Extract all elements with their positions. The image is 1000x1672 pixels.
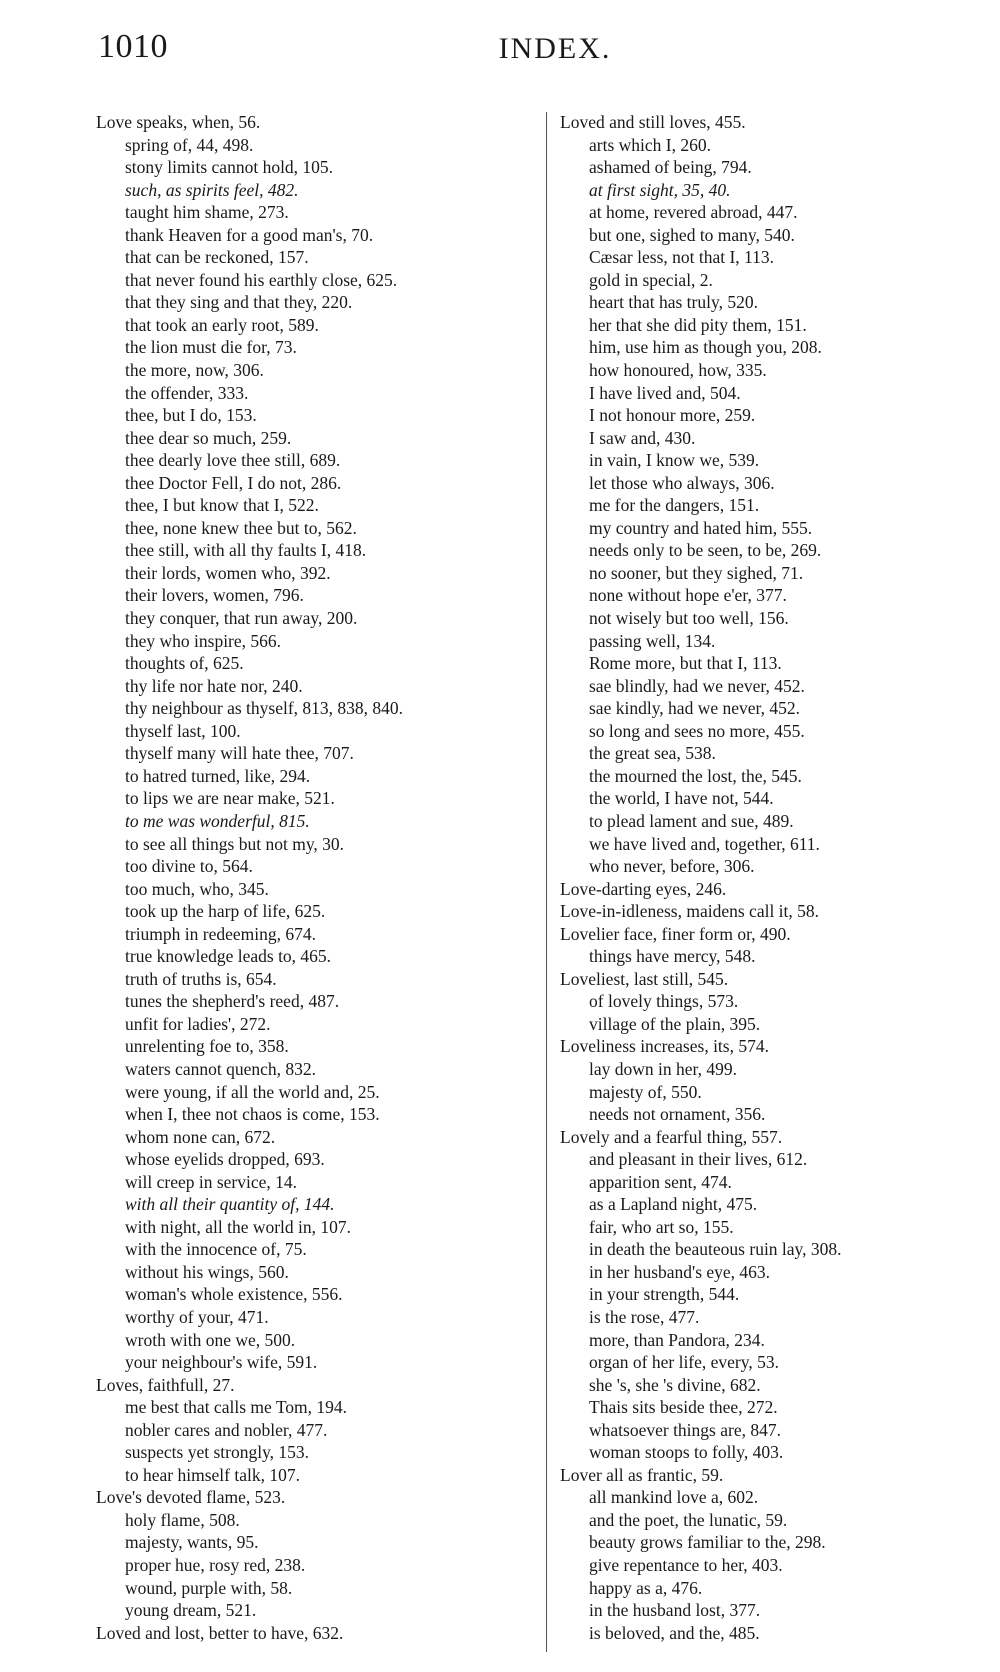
index-subentry: as a Lapland night, 475. [589,1194,758,1215]
index-subentry: in death the beauteous ruin lay, 308. [589,1239,842,1260]
index-subentry: unrelenting foe to, 358. [125,1036,289,1057]
index-entry: Love speaks, when, 56. [96,112,261,132]
index-subentry: all mankind love a, 602. [589,1487,759,1508]
index-column-right [560,111,990,1644]
index-subentry: I saw and, 430. [589,427,696,448]
index-subentry: let those who always, 306. [589,472,775,493]
index-subentry: is the rose, 477. [589,1306,700,1327]
index-subentry: fair, who art so, 155. [589,1216,734,1237]
index-subentry: in vain, I know we, 539. [589,450,760,471]
index-subentry: to me was wonderful, 815. [125,810,310,831]
index-subentry: truth of truths is, 654. [125,968,277,989]
index-subentry: whom none can, 672. [125,1126,276,1147]
index-subentry: of lovely things, 573. [589,991,739,1012]
index-subentry: beauty grows familiar to the, 298. [589,1532,826,1553]
index-subentry: her that she did pity them, 151. [589,314,807,335]
index-subentry: thy life nor hate nor, 240. [125,675,303,696]
index-subentry: with night, all the world in, 107. [125,1216,352,1237]
index-subentry: who never, before, 306. [589,856,755,877]
index-subentry: to hear himself talk, 107. [125,1464,300,1485]
index-subentry: spring of, 44, 498. [125,134,254,155]
index-column-left [96,111,546,1644]
index-subentry: ashamed of being, 794. [589,157,752,178]
index-subentry: their lovers, women, 796. [125,585,304,606]
index-subentry: and pleasant in their lives, 612. [589,1149,808,1170]
index-subentry: the lion must die for, 73. [125,337,297,358]
index-subentry: him, use him as though you, 208. [589,337,822,358]
index-subentry: me best that calls me Tom, 194. [125,1397,348,1418]
index-subentry: Rome more, but that I, 113. [589,653,782,674]
index-subentry: nobler cares and nobler, 477. [125,1419,328,1440]
index-subentry: true knowledge leads to, 465. [125,946,332,967]
index-subentry: taught him shame, 273. [125,202,289,223]
index-subentry: so long and sees no more, 455. [589,720,805,741]
index-subentry: lay down in her, 499. [589,1058,738,1079]
index-subentry: at home, revered abroad, 447. [589,202,798,223]
index-subentry: when I, thee not chaos is come, 153. [125,1104,380,1125]
index-entry: Lover all as frantic, 59. [560,1464,724,1485]
index-subentry: young dream, 521. [125,1600,257,1621]
index-entry: Lovely and a fearful thing, 557. [560,1126,783,1147]
index-subentry: suspects yet strongly, 153. [125,1442,310,1463]
index-subentry: thee still, with all thy faults I, 418. [125,540,367,561]
index-subentry: the more, now, 306. [125,360,264,381]
index-subentry: majesty of, 550. [589,1081,702,1102]
index-entry: Love's devoted flame, 523. [96,1487,286,1508]
index-subentry: the great sea, 538. [589,743,716,764]
index-subentry: and the poet, the lunatic, 59. [589,1509,788,1530]
index-entry: Loves, faithfull, 27. [96,1374,235,1395]
index-subentry: thee Doctor Fell, I do not, 286. [125,472,342,493]
index-subentry: they conquer, that run away, 200. [125,608,358,629]
index-subentry: will creep in service, 14. [125,1171,298,1192]
index-subentry: at first sight, 35, 40. [589,179,731,200]
index-subentry: such, as spirits feel, 482. [125,179,299,200]
index-entry: Love-in-idleness, maidens call it, 58. [560,901,820,922]
index-subentry: with all their quantity of, 144. [125,1194,335,1215]
index-subentry: thee dearly love thee still, 689. [125,450,341,471]
index-entry: Loved and lost, better to have, 632. [96,1622,344,1643]
index-entry: Loved and still loves, 455. [560,112,746,132]
index-subentry: unfit for ladies', 272. [125,1013,271,1034]
index-subentry: waters cannot quench, 832. [125,1058,316,1079]
index-subentry: thee, I but know that I, 522. [125,495,319,516]
index-subentry: how honoured, how, 335. [589,360,767,381]
index-subentry: gold in special, 2. [589,269,713,290]
index-subentry: that they sing and that they, 220. [125,292,353,313]
index-subentry: whose eyelids dropped, 693. [125,1149,325,1170]
index-subentry: that can be reckoned, 157. [125,247,309,268]
index-entry: Loveliest, last still, 545. [560,968,729,989]
index-subentry: sae kindly, had we never, 452. [589,698,801,719]
index-subentry: to lips we are near make, 521. [125,788,335,809]
index-subentry: too divine to, 564. [125,856,253,877]
page-title: INDEX. [498,32,612,65]
index-subentry: that never found his earthly close, 625. [125,269,398,290]
index-subentry: in her husband's eye, 463. [589,1261,771,1282]
index-subentry: we have lived and, together, 611. [589,833,820,854]
index-subentry: happy as a, 476. [589,1577,703,1598]
index-subentry: thoughts of, 625. [125,653,244,674]
index-subentry: I have lived and, 504. [589,382,741,403]
index-subentry: wound, purple with, 58. [125,1577,293,1598]
index-subentry: thy neighbour as thyself, 813, 838, 840. [125,698,404,719]
index-subentry: I not honour more, 259. [589,405,756,426]
index-subentry: woman's whole existence, 556. [125,1284,343,1305]
page-number: 1010 [98,28,168,65]
index-subentry: to hatred turned, like, 294. [125,765,311,786]
index-subentry: thyself many will hate thee, 707. [125,743,354,764]
index-subentry: give repentance to her, 403. [589,1555,783,1575]
index-subentry: too much, who, 345. [125,878,269,899]
index-subentry: not wisely but too well, 156. [589,608,789,629]
index-subentry: with the innocence of, 75. [125,1239,307,1260]
column-divider [546,112,547,1652]
index-subentry: their lords, women who, 392. [125,562,331,583]
index-subentry: to see all things but not my, 30. [125,833,345,854]
index-subentry: holy flame, 508. [125,1509,240,1530]
index-subentry: without his wings, 560. [125,1261,289,1282]
index-subentry: stony limits cannot hold, 105. [125,157,334,178]
index-subentry: village of the plain, 395. [589,1013,761,1034]
index-subentry: but one, sighed to many, 540. [589,224,795,245]
index-entry: Love-darting eyes, 246. [560,878,727,899]
index-subentry: worthy of your, 471. [125,1306,269,1327]
index-subentry: none without hope e'er, 377. [589,585,787,606]
index-subentry: passing well, 134. [589,630,716,651]
index-subentry: no sooner, but they sighed, 71. [589,562,804,583]
index-subentry: Cæsar less, not that I, 113. [589,247,775,268]
index-subentry: me for the dangers, 151. [589,495,760,516]
index-subentry: the world, I have not, 544. [589,788,774,809]
index-subentry: majesty, wants, 95. [125,1532,259,1553]
index-subentry: thank Heaven for a good man's, 70. [125,224,374,245]
index-subentry: more, than Pandora, 234. [589,1329,765,1350]
index-subentry: heart that has truly, 520. [589,292,758,313]
index-subentry: took up the harp of life, 625. [125,901,326,922]
index-subentry: the mourned the lost, the, 545. [589,765,802,786]
index-subentry: triumph in redeeming, 674. [125,923,317,944]
index-subentry: wroth with one we, 500. [125,1329,296,1350]
index-subentry: the offender, 333. [125,382,249,403]
index-subentry: Thais sits beside thee, 272. [589,1397,778,1418]
index-subentry: arts which I, 260. [589,134,711,155]
index-subentry: whatsoever things are, 847. [589,1419,781,1440]
index-subentry: things have mercy, 548. [589,946,756,967]
index-subentry: they who inspire, 566. [125,630,282,651]
index-subentry: needs only to be seen, to be, 269. [589,540,822,561]
index-subentry: were young, if all the world and, 25. [125,1081,380,1102]
index-subentry: thee, but I do, 153. [125,405,257,426]
index-subentry: needs not ornament, 356. [589,1104,766,1125]
index-subentry: organ of her life, every, 53. [589,1352,779,1373]
index-subentry: thee, none knew thee but to, 562. [125,517,357,538]
index-subentry: thee dear so much, 259. [125,427,292,448]
index-subentry: my country and hated him, 555. [589,517,813,538]
index-subentry: in your strength, 544. [589,1284,740,1305]
index-subentry: apparition sent, 474. [589,1171,732,1192]
index-subentry: proper hue, rosy red, 238. [125,1555,306,1575]
index-subentry: that took an early root, 589. [125,314,319,335]
index-entry: Loveliness increases, its, 574. [560,1036,769,1057]
index-subentry: sae blindly, had we never, 452. [589,675,805,696]
index-subentry: in the husband lost, 377. [589,1600,761,1621]
index-subentry: is beloved, and the, 485. [589,1622,760,1643]
index-entry: Lovelier face, finer form or, 490. [560,923,791,944]
index-subentry: your neighbour's wife, 591. [125,1352,318,1373]
index-subentry: tunes the shepherd's reed, 487. [125,991,340,1012]
index-subentry: she 's, she 's divine, 682. [589,1374,761,1395]
index-subentry: woman stoops to folly, 403. [589,1442,784,1463]
index-subentry: to plead lament and sue, 489. [589,810,794,831]
index-subentry: thyself last, 100. [125,720,241,741]
